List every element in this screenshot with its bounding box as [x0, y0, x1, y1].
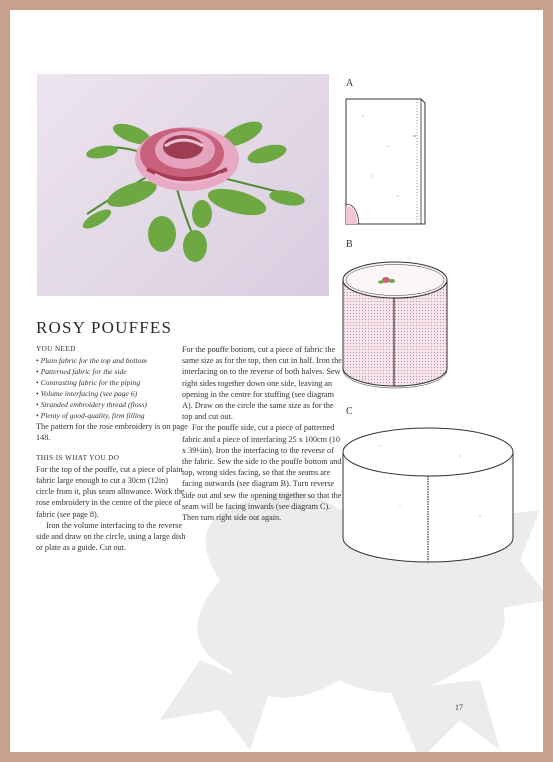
pattern-note: The pattern for the rose embroidery is on page 148.: [36, 422, 188, 443]
what-you-do-heading: THIS IS WHAT YOU DO: [36, 453, 120, 462]
rose-embroidery-photo: [37, 74, 329, 296]
diagram-a: [343, 96, 433, 231]
embroidered-rose: [37, 74, 329, 296]
diagram-b-label: B: [346, 239, 353, 250]
instruction-paragraph: For the pouffe bottom, cut a piece of fabric the same size as for the top, then cut in half. Iron the interfacing on to the reverse of both halves. Sew right sides together down one side, leaving an opening in the centre for stuffing (see diagram A). Draw on the circle the same size as for the top and cut out.: [182, 345, 342, 422]
list-item: • Plenty of good-quality, firm filling: [36, 410, 188, 421]
page: [10, 10, 543, 752]
list-item: • Patterned fabric for the side: [36, 366, 188, 377]
instructions-column-2: [182, 344, 344, 523]
list-item: • Contrasting fabric for the piping: [36, 377, 188, 388]
materials-list: [36, 355, 188, 421]
instruction-paragraph: Iron the volume interfacing to the reverse side and draw on the circle, using a large dish or plate as a guide. Cut out.: [36, 520, 186, 553]
list-item: • Plain fabric for the top and bottom: [36, 355, 188, 366]
list-item: • Volume interfacing (see page 6): [36, 388, 188, 399]
instruction-paragraph: For the top of the pouffe, cut a piece of plain fabric large enough to cut a 30cm (12in) circle from it, plus seam allowance. Work the rose embroidery in the centre of the piece of fabric (see page 8).: [36, 464, 185, 519]
page-title: ROSY POUFFES: [36, 318, 173, 337]
diagram-b: [340, 258, 450, 390]
diagram-c-label: C: [346, 406, 353, 417]
instructions-column-1: [36, 344, 188, 553]
list-item: • Stranded embroidery thread (floss): [36, 399, 188, 410]
page-number: 17: [455, 703, 463, 712]
instruction-paragraph: For the pouffe side, cut a piece of patterned fabric and a piece of interfacing 25 x 100cm (10 x 39½in). Iron the interfacing to the reverse of the fabric. Sew the side to the pouffe bottom and top, wrong sides facing, so that the seams are facing outwards (see diagram B). Turn reverse side out and sew the opening together so that the seam will be facing inwards (see diagram C). Then turn right side out again.: [182, 423, 342, 523]
diagram-c: [340, 426, 516, 564]
you-need-heading: YOU NEED: [36, 345, 76, 353]
diagram-a-label: A: [346, 78, 354, 89]
